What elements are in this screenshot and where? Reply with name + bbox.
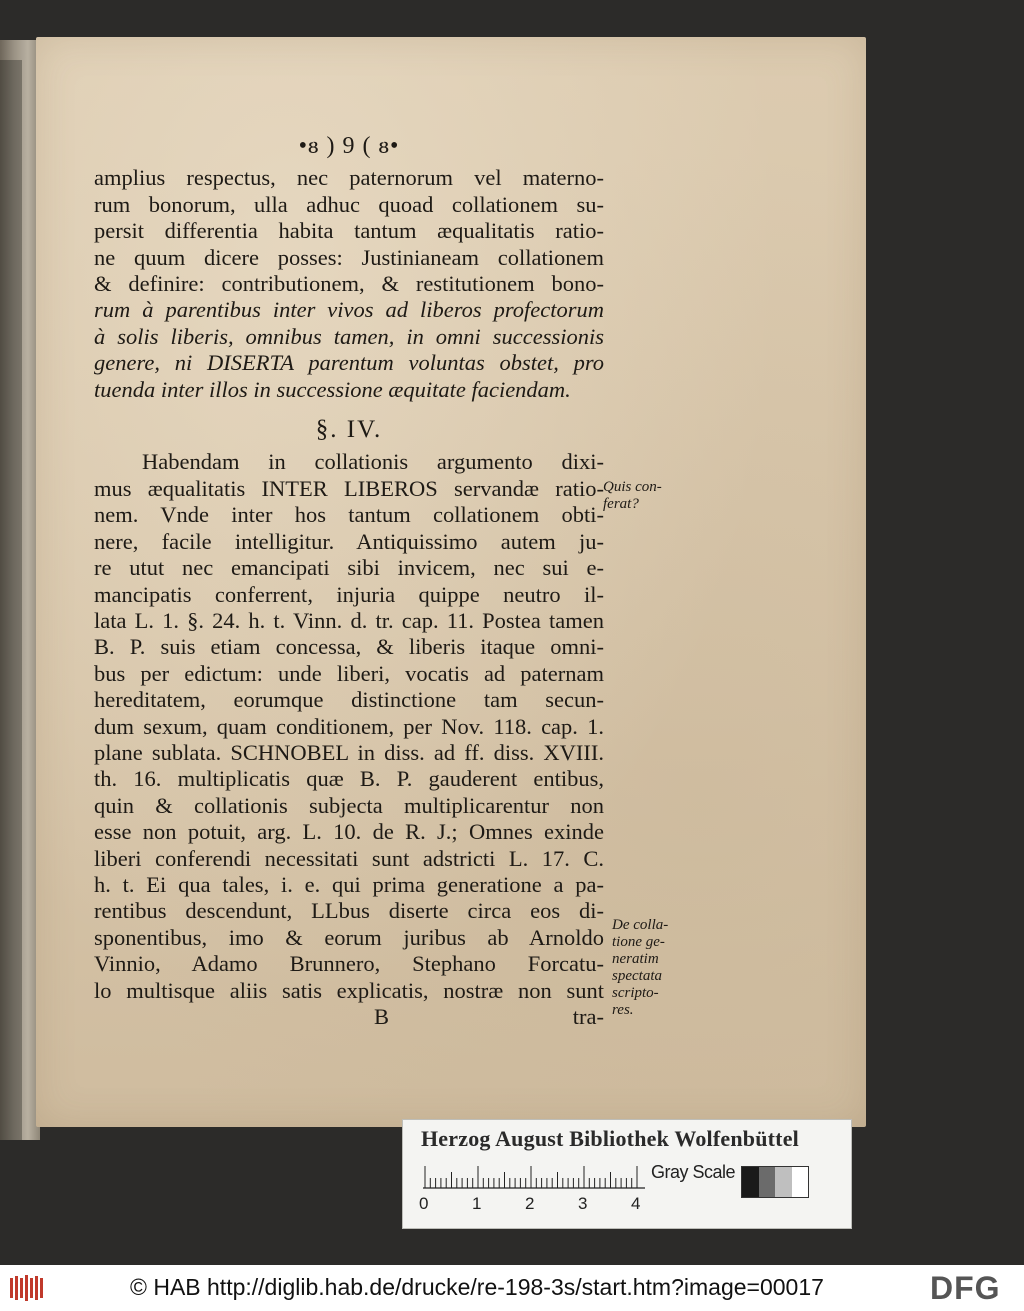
- text-line: mus æqualitatis INTER LIBEROS servandæ ratio-: [94, 475, 604, 501]
- text-line: rum bonorum, ulla adhuc quoad collationem su-: [94, 191, 604, 217]
- text-line: hereditatem, eorumque distinctione tam secun-: [94, 687, 604, 713]
- ruler-number: 1: [472, 1194, 482, 1213]
- marginal-line: De colla-: [612, 917, 669, 933]
- page-header: •ᴕ ) 9 ( ᴕ•: [298, 133, 400, 159]
- text-line: dum sexum, quam conditionem, per Nov. 118. cap. 1.: [94, 713, 604, 739]
- text-line: genere, ni DISERTA parentum voluntas obstet, pro: [94, 350, 604, 376]
- scanned-page: [36, 37, 866, 1127]
- footer-bar: [0, 1265, 1024, 1311]
- color-calibration-card: [402, 1119, 852, 1229]
- signature-mark: B: [374, 1004, 390, 1029]
- text-line: re utut nec emancipati sibi invicem, nec sui e-: [94, 555, 604, 581]
- text-line: nere, facile intelligitur. Antiquissimo autem ju-: [94, 528, 604, 554]
- footer-attribution[interactable]: © HAB http://diglib.hab.de/drucke/re-198-3s/start.htm?image=00017: [130, 1274, 824, 1300]
- text-line: amplius respectus, nec paternorum vel materno-: [94, 165, 604, 191]
- text-line: B. P. suis etiam concessa, & liberis itaque omni-: [94, 634, 604, 660]
- text-line: plane sublata. SCHNOBEL in diss. ad ff. diss. XVIII.: [94, 739, 604, 765]
- library-name: Herzog August Bibliothek Wolfenbüttel: [421, 1126, 799, 1151]
- text-line: ne quum dicere posses: Justinianeam collationem: [94, 244, 604, 270]
- gray-scale-swatch: [741, 1166, 809, 1198]
- ruler-ticks: [423, 1164, 653, 1190]
- text-line: nem. Vnde inter hos tantum collationem obti-: [94, 502, 604, 528]
- gray-swatch-step: [742, 1167, 759, 1197]
- text-line: bus per edictum: unde liberi, vocatis ad paternam: [94, 660, 604, 686]
- text-line: rentibus descendunt, LLbus diserte circa eos di-: [94, 898, 604, 924]
- text-line: rum à parentibus inter vivos ad liberos profectorum: [94, 297, 604, 323]
- catchword-line: [94, 1004, 604, 1030]
- marginal-note-quis-conferat: [603, 479, 683, 513]
- gray-swatch-step: [792, 1167, 809, 1197]
- ruler-number: 2: [525, 1194, 535, 1213]
- catchword: tra-: [572, 1004, 604, 1029]
- dfg-logo: DFG: [930, 1270, 1001, 1306]
- text-line: liberi conferendi necessitati sunt adstricti L. 17. C.: [94, 845, 604, 871]
- text-line: lo multisque aliis satis explicatis, nostræ non sunt: [94, 977, 604, 1003]
- text-line: lata L. 1. §. 24. h. t. Vinn. d. tr. cap. 11. Postea tamen: [94, 607, 604, 633]
- gray-swatch-step: [775, 1167, 792, 1197]
- left-page-shadow: [0, 60, 22, 1140]
- ruler-scale: [423, 1164, 653, 1188]
- text-line: à solis liberis, omnibus tamen, in omni successionis: [94, 323, 604, 349]
- marginal-line: neratim: [612, 951, 659, 967]
- text-line: tuenda inter illos in successione æquitate faciendam.: [94, 376, 571, 402]
- text-line: quin & collationis subjecta multiplicarentur non: [94, 792, 604, 818]
- paragraph-after-section: [94, 449, 604, 1004]
- text-line: & definire: contributionem, & restitutionem bono-: [94, 271, 604, 297]
- marginal-line: ferat?: [603, 496, 639, 512]
- gray-swatch-step: [759, 1167, 776, 1197]
- section-title: §. IV.: [315, 416, 383, 444]
- ruler-number: 4: [631, 1194, 641, 1213]
- text-line: esse non potuit, arg. L. 10. de R. J.; Omnes exinde: [94, 819, 604, 845]
- gray-scale-label: Gray Scale: [651, 1162, 736, 1182]
- marginal-line: res.: [612, 1002, 634, 1018]
- text-line: sponentibus, imo & eorum juribus ab Arnoldo: [94, 924, 604, 950]
- text-line: Vinnio, Adamo Brunnero, Stephano Forcatu-: [94, 951, 604, 977]
- text-line: th. 16. multiplicatis quæ B. P. gauderent entibus,: [94, 766, 604, 792]
- page-text: [94, 133, 604, 1030]
- marginal-line: scripto-: [612, 985, 659, 1001]
- ruler-number: 3: [578, 1194, 588, 1213]
- ruler-number: 0: [419, 1194, 429, 1213]
- marginal-line: Quis con-: [603, 479, 662, 495]
- hab-logo-icon: [8, 1272, 44, 1304]
- text-line: h. t. Ei qua tales, i. e. qui prima generatione a pa-: [94, 871, 604, 897]
- marginal-line: spectata: [612, 968, 662, 984]
- paragraph-before-section: [94, 165, 604, 403]
- text-line: mancipatis conferrent, injuria quippe neutro il-: [94, 581, 604, 607]
- marginal-line: tione ge-: [612, 934, 665, 950]
- text-line: persit differentia habita tantum æqualitatis ratio-: [94, 218, 604, 244]
- text-line: Habendam in collationis argumento dixi-: [142, 449, 604, 475]
- marginal-note-de-collatione: [612, 917, 692, 1019]
